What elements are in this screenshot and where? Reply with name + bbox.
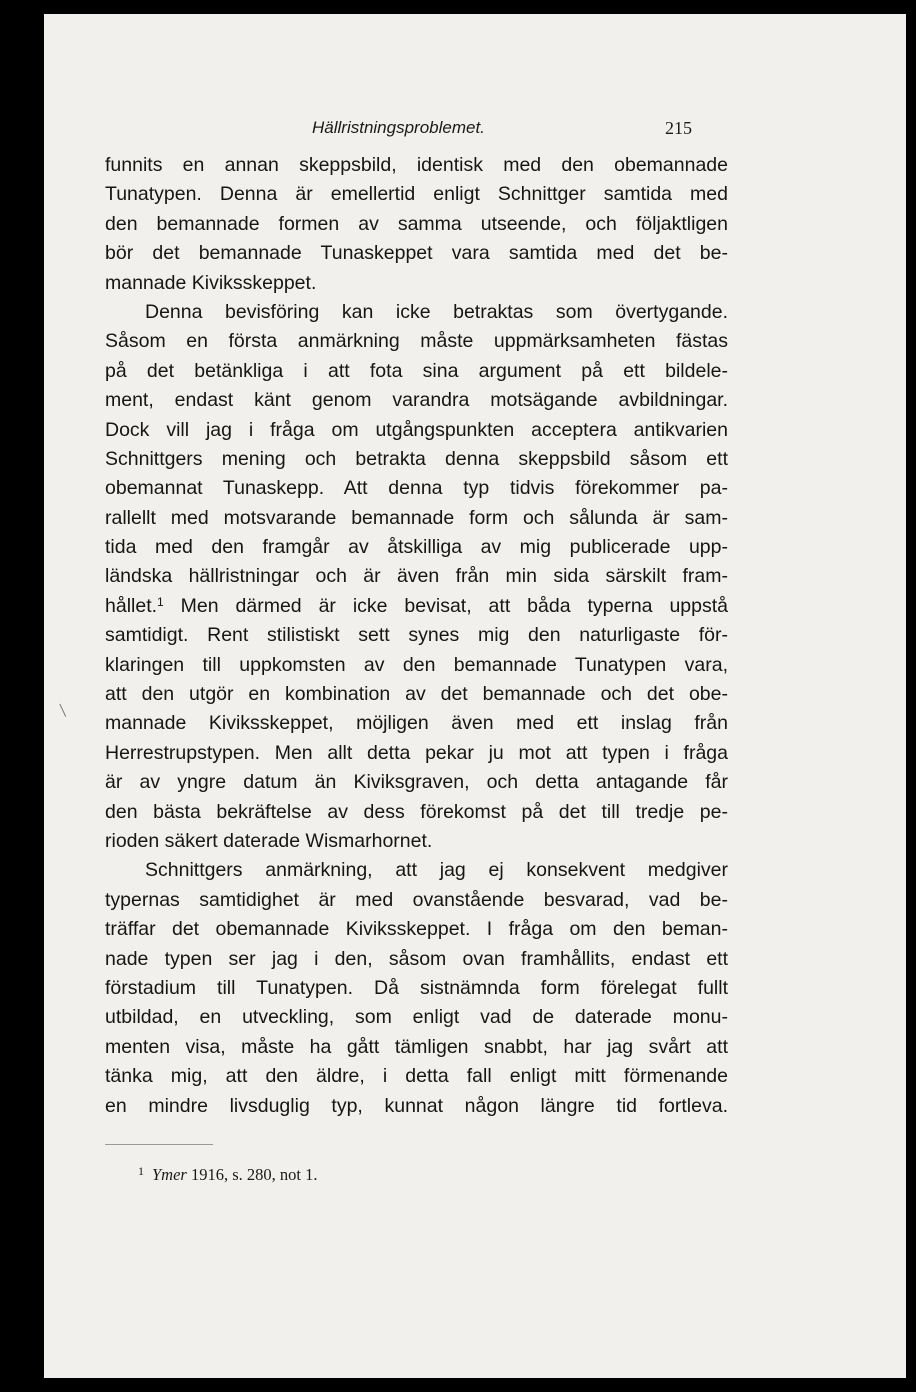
text-line: Tunatypen. Denna är emellertid enligt Schnittger samtida med	[105, 183, 728, 206]
text-line: den bemannade formen av samma utseende, och följaktligen	[105, 212, 728, 235]
text-line: bör det bemannade Tunaskeppet vara samtida med det be-	[105, 242, 728, 265]
text-line-with-footnote-mark	[105, 592, 728, 621]
text-line: tida med den framgår av åtskilliga av mig publicerade upp-	[105, 536, 728, 559]
text-line: är av yngre datum än Kiviksgraven, och detta antagande får	[105, 771, 728, 794]
text-line: mannade Kiviksskeppet, möjligen även med ett inslag från	[105, 712, 728, 735]
text-line: träffar det obemannade Kiviksskeppet. I fråga om den beman-	[105, 918, 728, 941]
running-title: Hällristningsproblemet.	[312, 118, 485, 137]
text-line: Denna bevisföring kan icke betraktas som övertygande.	[145, 300, 728, 323]
footnote-divider	[105, 1144, 213, 1145]
text-line: att den utgör en kombination av det bemannade och det obe-	[105, 683, 728, 706]
text-line: Dock vill jag i fråga om utgångspunkten acceptera antikvarien	[105, 418, 728, 441]
text-segment: Men därmed är icke bevisat, att båda typerna uppstå	[163, 594, 728, 617]
text-line: Schnittgers mening och betrakta denna skeppsbild såsom ett	[105, 447, 728, 470]
text-line: förstadium till Tunatypen. Då sistnämnda form förelegat fullt	[105, 976, 728, 999]
page	[44, 14, 906, 1378]
text-line: den bästa bekräftelse av dess förekomst på det till tredje pe-	[105, 800, 728, 823]
text-line: ländska hällristningar och är även från min sida särskilt fram-	[105, 565, 728, 588]
text-line: mannade Kiviksskeppet.	[105, 271, 317, 294]
footnote-text: 1916, s. 280, not 1.	[186, 1165, 318, 1184]
text-line: nade typen ser jag i den, såsom ovan framhållits, endast ett	[105, 947, 728, 970]
text-line: Schnittgers anmärkning, att jag ej konsekvent medgiver	[145, 859, 728, 882]
body-text	[105, 151, 728, 1121]
text-line: på det betänkliga i att fota sina argument på ett bildele-	[105, 359, 728, 382]
text-line: Herrestrupstypen. Men allt detta pekar ju mot att typen i fråga	[105, 741, 728, 764]
text-line: rioden säkert daterade Wismarhornet.	[105, 829, 433, 852]
footnote-reference: Ymer	[152, 1165, 187, 1184]
text-line: utbildad, en utveckling, som enligt vad de daterade monu-	[105, 1006, 728, 1029]
text-line: klaringen till uppkomsten av den bemannade Tunatypen vara,	[105, 653, 728, 676]
text-line: tänka mig, att den äldre, i detta fall enligt mitt förmenande	[105, 1065, 728, 1088]
text-line: en mindre livsduglig typ, kunnat någon längre tid fortleva.	[105, 1094, 728, 1117]
text-line: Såsom en första anmärkning måste uppmärksamheten fästas	[105, 330, 728, 353]
margin-mark	[59, 701, 71, 717]
text-line: rallellt med motsvarande bemannade form och sålunda är sam-	[105, 506, 728, 529]
text-line: typernas samtidighet är med ovanstående besvarad, vad be-	[105, 888, 728, 911]
footnote-number: 1	[138, 1164, 144, 1178]
text-line: samtidigt. Rent stilistiskt sett synes mig den naturligaste för-	[105, 624, 728, 647]
text-line: funnits en annan skeppsbild, identisk med den obemannade	[105, 154, 728, 176]
text-line: ment, endast känt genom varandra motsägande avbildningar.	[105, 389, 728, 412]
text-segment: hållet.	[105, 594, 158, 617]
text-line: menten visa, måste ha gått tämligen snabbt, har jag svårt att	[105, 1035, 728, 1058]
page-number: 215	[665, 118, 692, 138]
page-header	[44, 118, 906, 142]
text-line: obemannat Tunaskepp. Att denna typ tidvis förekommer pa-	[105, 477, 728, 500]
footnote-marker: 1	[157, 594, 164, 609]
footnote	[138, 1164, 317, 1185]
